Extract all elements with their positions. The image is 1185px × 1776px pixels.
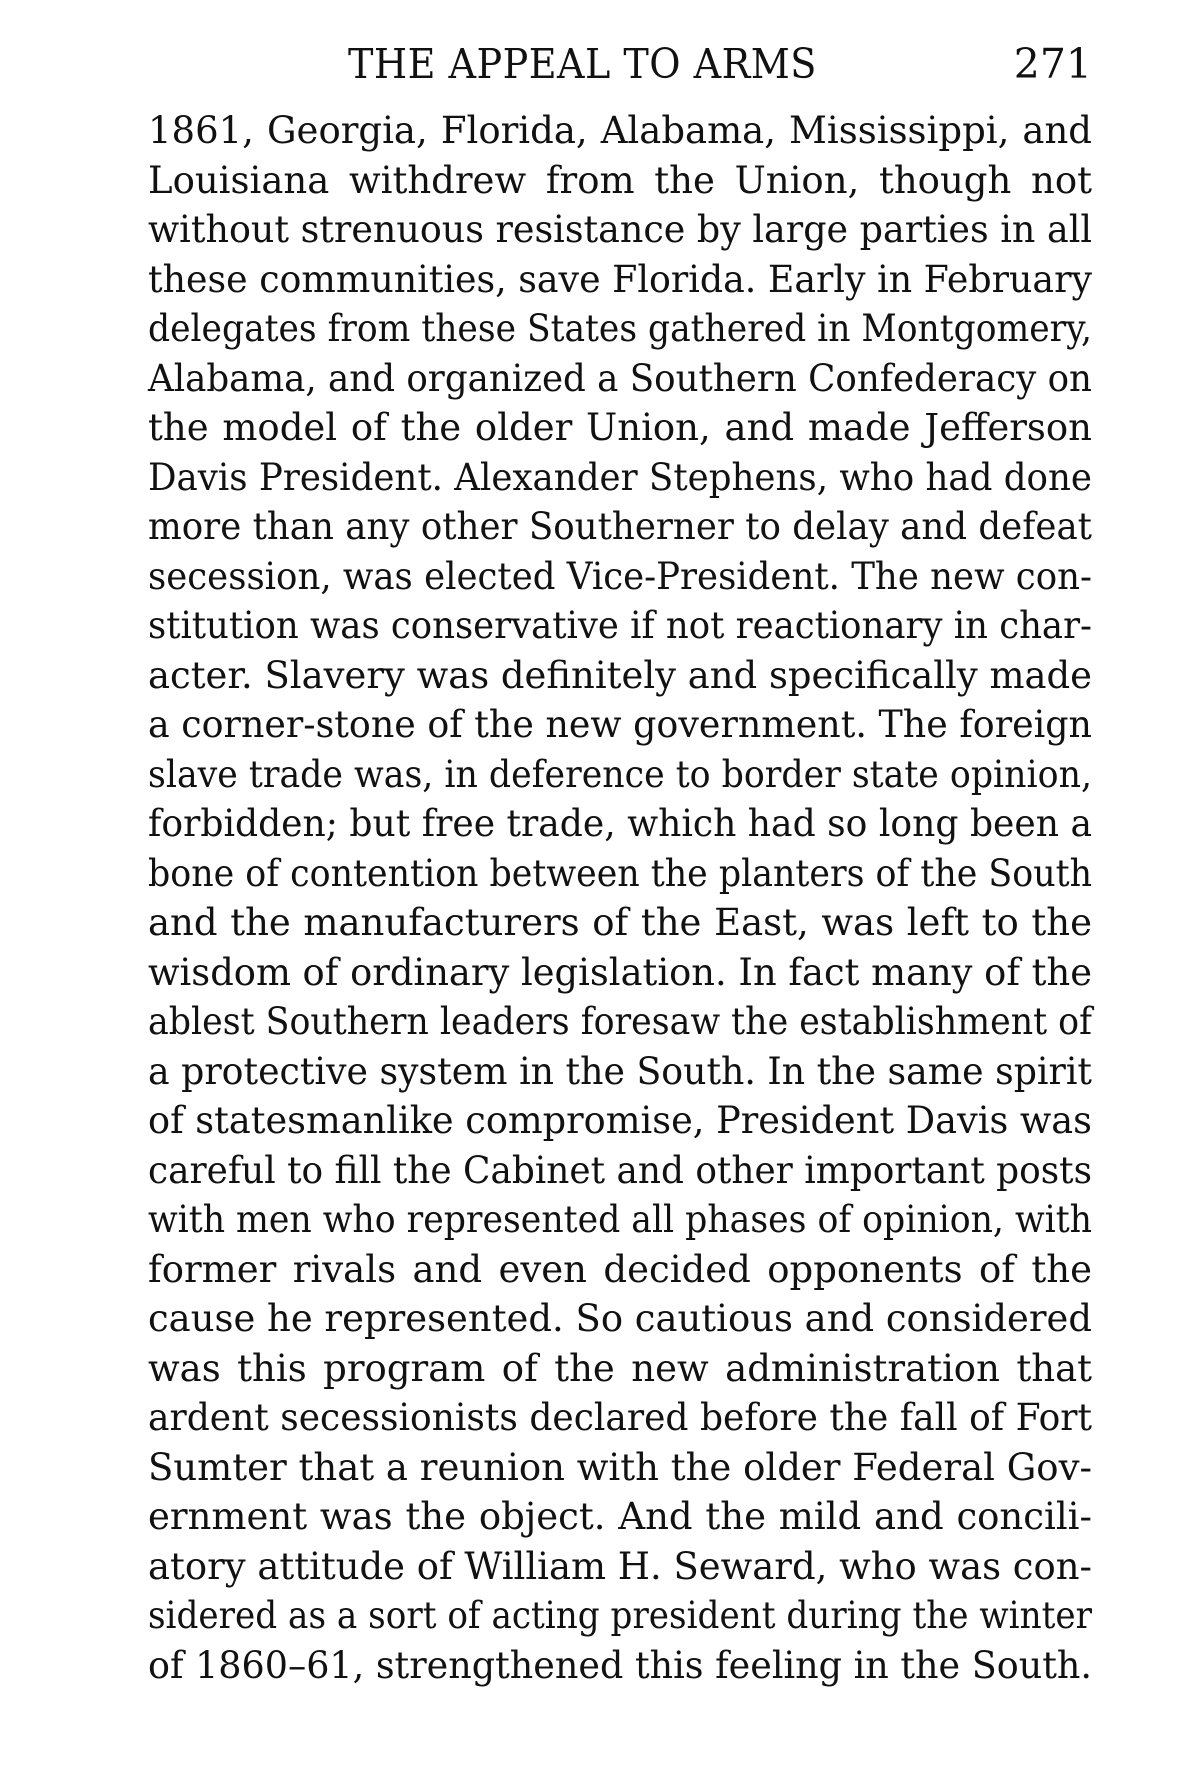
text-line: ardent secessionists declared before the fall of Fort <box>148 1396 1092 1439</box>
text-line: ablest Southern leaders foresaw the establishment of <box>148 1000 1092 1043</box>
text-line: forbidden; but free trade, which had so long been a <box>148 802 1092 845</box>
text-line: 1861, Georgia, Florida, Alabama, Mississippi, and <box>148 109 1092 152</box>
text-line: Davis President. Alexander Stephens, who had done <box>148 455 1092 499</box>
text-line: with men who represented all phases of opinion, with <box>148 1198 1092 1241</box>
text-line: secession, was elected Vice-President. The new con- <box>148 554 1092 598</box>
text-line: of 1860–61, strengthened this feeling in the South. <box>148 1643 1092 1687</box>
text-line: Alabama, and organized a Southern Confederacy on <box>148 356 1092 400</box>
running-title: THE APPEAL TO ARMS <box>348 40 817 88</box>
text-line: atory attitude of William H. Seward, who was con- <box>148 1544 1092 1588</box>
text-line: acter. Slavery was definitely and specifically made <box>148 653 1092 697</box>
text-line: ernment was the object. And the mild and concili- <box>148 1495 1092 1538</box>
text-line: careful to fill the Cabinet and other important posts <box>148 1148 1092 1192</box>
text-line: sidered as a sort of acting president during the winter <box>148 1594 1092 1637</box>
text-line: bone of contention between the planters of the South <box>148 851 1092 895</box>
text-line: cause he represented. So cautious and considered <box>148 1297 1092 1340</box>
text-line: of statesmanlike compromise, President Davis was <box>148 1099 1092 1142</box>
page-number: 271 <box>1013 40 1092 88</box>
text-line: wisdom of ordinary legislation. In fact many of the <box>148 950 1092 994</box>
text-line: a corner-stone of the new government. The foreign <box>148 703 1092 746</box>
text-line: Louisiana withdrew from the Union, though not <box>148 158 1092 202</box>
text-line: a protective system in the South. In the same spirit <box>148 1049 1092 1093</box>
body-text <box>148 106 1092 1690</box>
text-line: was this program of the new administration that <box>148 1346 1092 1390</box>
text-line: Sumter that a reunion with the older Federal Gov- <box>148 1445 1092 1489</box>
text-line: the model of the older Union, and made Jefferson <box>148 406 1092 449</box>
text-line: former rivals and even decided opponents of the <box>148 1247 1092 1291</box>
running-head <box>148 38 1092 94</box>
text-line: and the manufacturers of the East, was left to the <box>148 901 1092 944</box>
text-line: slave trade was, in deference to border state opinion, <box>148 752 1092 796</box>
text-line: these communities, save Florida. Early in February <box>148 257 1092 301</box>
text-line: stitution was conservative if not reactionary in char- <box>148 604 1092 647</box>
text-line: more than any other Southerner to delay and defeat <box>148 505 1092 548</box>
text-line: delegates from these States gathered in Montgomery, <box>148 307 1092 350</box>
text-line: without strenuous resistance by large parties in all <box>148 208 1092 251</box>
